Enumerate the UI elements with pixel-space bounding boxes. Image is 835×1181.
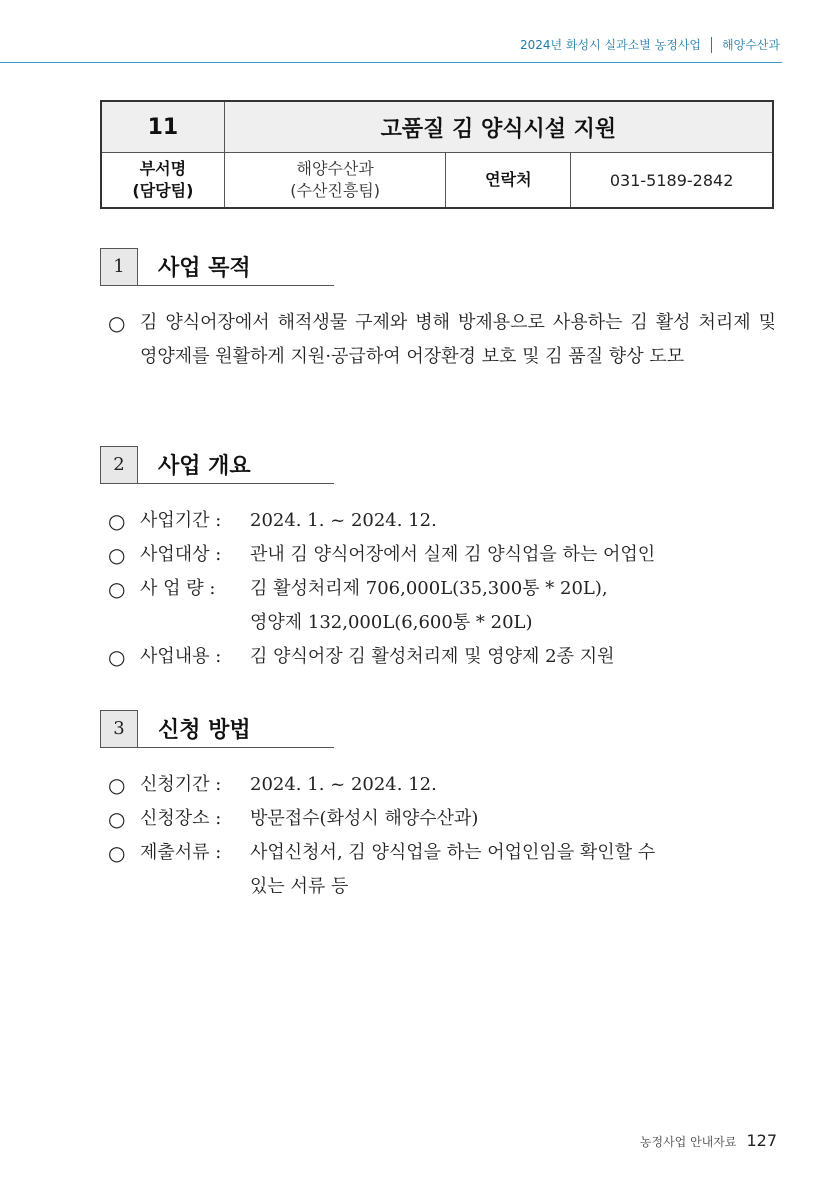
list-item: [108, 572, 776, 606]
item-label: 신청기간 :: [140, 774, 222, 795]
item-value: 방문접수(화성시 해양수산과): [250, 808, 479, 829]
header-title: 2024년 화성시 실과소별 농정사업: [519, 38, 702, 52]
section-number: 2: [100, 446, 138, 484]
section-heading-overview: [100, 446, 334, 484]
list-item: [108, 504, 776, 538]
item-value: 2024. 1. ~ 2024. 12.: [250, 510, 437, 531]
item-text: [140, 836, 655, 870]
item-label: 신청장소 :: [140, 808, 222, 829]
section-underline: [136, 747, 334, 748]
item-value: 사업신청서, 김 양식업을 하는 어업인임을 확인할 수: [250, 842, 656, 863]
item-text: [140, 640, 615, 674]
item-continuation: 있는 서류 등: [250, 876, 349, 897]
purpose-text: 김 양식어장에서 해적생물 구제와 병해 방제용으로 사용하는 김 활성 처리제 및 영양제를 원활하게 지원·공급하여 어장환경 보호 및 김 품질 향상 도모: [140, 312, 776, 367]
section-underline: [136, 483, 334, 484]
running-header: [520, 36, 780, 53]
section-heading-application: [100, 710, 334, 748]
item-text: [140, 802, 478, 836]
list-item: [108, 802, 776, 836]
list-item: [108, 836, 776, 870]
circle-bullet-icon: ○: [108, 841, 126, 865]
circle-bullet-icon: ○: [108, 807, 126, 831]
dept-value: [224, 153, 446, 209]
header-rule: [0, 62, 782, 63]
item-text: [140, 504, 437, 538]
circle-bullet-icon: ○: [108, 577, 126, 601]
list-item: [108, 768, 776, 802]
header-department: 해양수산과: [722, 38, 780, 52]
section-title: 사업 개요: [158, 454, 251, 479]
contact-value: 031-5189-2842: [571, 153, 773, 209]
dept-label: [101, 153, 224, 209]
dept-value-line2: (수산진흥팀): [290, 181, 381, 200]
program-info-table: [100, 100, 774, 209]
section-title: 사업 목적: [158, 256, 251, 281]
item-value: 관내 김 양식어장에서 실제 김 양식업을 하는 어업인: [250, 544, 656, 565]
section-heading-purpose: [100, 248, 334, 286]
item-label: 제출서류 :: [140, 842, 222, 863]
circle-bullet-icon: ○: [108, 311, 126, 335]
item-label: 사업대상 :: [140, 544, 222, 565]
circle-bullet-icon: ○: [108, 645, 126, 669]
section-number: 1: [100, 248, 138, 286]
item-value: 김 양식어장 김 활성처리제 및 영양제 2종 지원: [250, 646, 615, 667]
dept-value-line1: 해양수산과: [296, 159, 374, 178]
list-item: [108, 306, 776, 374]
item-label: 사업내용 :: [140, 646, 222, 667]
page-footer: [640, 1131, 777, 1150]
item-text: [140, 538, 655, 572]
program-title: 고품질 김 양식시설 지원: [224, 101, 773, 153]
dept-label-line1: 부서명: [139, 159, 187, 178]
circle-bullet-icon: ○: [108, 543, 126, 567]
overview-body: [108, 504, 776, 674]
application-body: [108, 768, 776, 904]
section-underline: [136, 285, 334, 286]
item-continuation: 영양제 132,000L(6,600통 * 20L): [250, 612, 533, 633]
header-divider: [711, 37, 712, 53]
item-label: 사 업 량 :: [140, 578, 216, 599]
footer-text: 농정사업 안내자료: [639, 1135, 737, 1149]
section-number: 3: [100, 710, 138, 748]
item-value: 김 활성처리제 706,000L(35,300통 * 20L),: [250, 578, 608, 599]
list-item: [108, 640, 776, 674]
item-label: 사업기간 :: [140, 510, 222, 531]
circle-bullet-icon: ○: [108, 509, 126, 533]
item-text: [140, 768, 437, 802]
section-title: 신청 방법: [158, 718, 251, 743]
circle-bullet-icon: ○: [108, 773, 126, 797]
list-item: [108, 538, 776, 572]
item-text: [140, 572, 608, 606]
dept-label-line2: (담당팀): [132, 181, 194, 200]
program-number: 11: [101, 101, 224, 153]
item-value: 2024. 1. ~ 2024. 12.: [250, 774, 437, 795]
page-number: 127: [746, 1131, 777, 1150]
purpose-body: [108, 306, 776, 374]
contact-label: 연락처: [446, 153, 571, 209]
